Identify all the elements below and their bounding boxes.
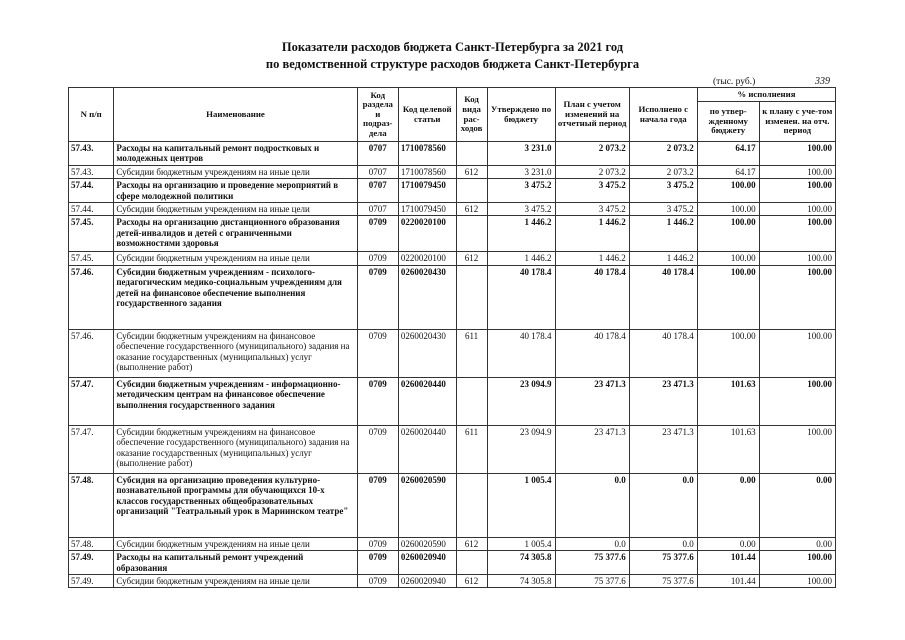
cell-plan: 0.0 xyxy=(555,473,629,537)
cell-target-code: 0220020100 xyxy=(398,252,456,265)
table-body xyxy=(69,142,836,588)
cell-pct-approved: 100.00 xyxy=(697,265,759,329)
cell-section-code: 0707 xyxy=(357,203,398,216)
cell-num: 57.43. xyxy=(69,142,114,166)
cell-pct-approved: 64.17 xyxy=(697,142,759,166)
cell-pct-plan: 100.00 xyxy=(759,216,835,252)
cell-pct-approved: 101.63 xyxy=(697,377,759,425)
table-row xyxy=(69,203,836,216)
cell-executed: 3 475.2 xyxy=(629,203,697,216)
cell-approved: 23 094.9 xyxy=(487,425,555,473)
table-row xyxy=(69,265,836,329)
table-row xyxy=(69,329,836,377)
cell-plan: 1 446.2 xyxy=(555,216,629,252)
cell-approved: 40 178.4 xyxy=(487,265,555,329)
cell-pct-approved: 101.44 xyxy=(697,551,759,575)
cell-section-code: 0709 xyxy=(357,425,398,473)
cell-pct-plan: 100.00 xyxy=(759,203,835,216)
page-number: 339 xyxy=(815,76,830,87)
cell-section-code: 0709 xyxy=(357,537,398,550)
cell-plan: 2 073.2 xyxy=(555,165,629,178)
cell-num: 57.47. xyxy=(69,425,114,473)
cell-kind-code: 612 xyxy=(456,165,487,178)
cell-kind-code: 612 xyxy=(456,537,487,550)
cell-section-code: 0709 xyxy=(357,473,398,537)
table-row xyxy=(69,537,836,550)
cell-num: 57.49. xyxy=(69,551,114,575)
table-row xyxy=(69,575,836,588)
cell-pct-plan: 100.00 xyxy=(759,165,835,178)
cell-name: Расходы на организацию и проведение мероприятий в сфере молодежной политики xyxy=(114,179,357,203)
cell-section-code: 0709 xyxy=(357,575,398,588)
cell-pct-plan: 0.00 xyxy=(759,537,835,550)
cell-executed: 40 178.4 xyxy=(629,329,697,377)
cell-name: Субсидии бюджетным учреждениям на иные цели xyxy=(114,575,357,588)
cell-target-code: 0260020430 xyxy=(398,329,456,377)
cell-target-code: 1710078560 xyxy=(398,165,456,178)
cell-executed: 3 475.2 xyxy=(629,179,697,203)
cell-target-code: 0260020940 xyxy=(398,575,456,588)
cell-pct-approved: 101.44 xyxy=(697,575,759,588)
cell-num: 57.44. xyxy=(69,203,114,216)
cell-pct-approved: 100.00 xyxy=(697,203,759,216)
header-kind-code: Код вида рас-ходов xyxy=(456,88,487,142)
cell-section-code: 0707 xyxy=(357,165,398,178)
cell-executed: 0.0 xyxy=(629,473,697,537)
cell-pct-plan: 100.00 xyxy=(759,551,835,575)
header-pct-approved: по утвер-жденному бюджету xyxy=(697,102,759,142)
cell-section-code: 0707 xyxy=(357,179,398,203)
header-target-code: Код целевой статьи xyxy=(398,88,456,142)
cell-executed: 23 471.3 xyxy=(629,425,697,473)
cell-pct-plan: 100.00 xyxy=(759,377,835,425)
cell-target-code: 0260020440 xyxy=(398,425,456,473)
cell-executed: 23 471.3 xyxy=(629,377,697,425)
cell-kind-code xyxy=(456,216,487,252)
cell-kind-code: 611 xyxy=(456,329,487,377)
cell-executed: 1 446.2 xyxy=(629,216,697,252)
cell-kind-code: 612 xyxy=(456,252,487,265)
cell-approved: 74 305.8 xyxy=(487,551,555,575)
cell-plan: 3 475.2 xyxy=(555,179,629,203)
cell-num: 57.43. xyxy=(69,165,114,178)
cell-plan: 1 446.2 xyxy=(555,252,629,265)
cell-section-code: 0707 xyxy=(357,142,398,166)
cell-num: 57.48. xyxy=(69,537,114,550)
cell-num: 57.45. xyxy=(69,216,114,252)
cell-pct-approved: 0.00 xyxy=(697,473,759,537)
cell-section-code: 0709 xyxy=(357,377,398,425)
cell-target-code: 1710079450 xyxy=(398,179,456,203)
cell-kind-code xyxy=(456,142,487,166)
cell-num: 57.44. xyxy=(69,179,114,203)
cell-section-code: 0709 xyxy=(357,265,398,329)
cell-target-code: 0260020940 xyxy=(398,551,456,575)
cell-kind-code: 611 xyxy=(456,425,487,473)
header-executed: Исполнено с начала года xyxy=(629,88,697,142)
page-title: Показатели расходов бюджета Санкт-Петербурга за 2021 год xyxy=(281,40,624,54)
cell-name: Расходы на капитальный ремонт подростковых и молодежных центров xyxy=(114,142,357,166)
header-approved: Утверждено по бюджету xyxy=(487,88,555,142)
table-row xyxy=(69,179,836,203)
cell-pct-plan: 100.00 xyxy=(759,265,835,329)
budget-table xyxy=(68,87,836,588)
cell-approved: 23 094.9 xyxy=(487,377,555,425)
cell-pct-approved: 64.17 xyxy=(697,165,759,178)
cell-name: Субсидии бюджетным учреждениям на иные цели xyxy=(114,537,357,550)
cell-approved: 1 446.2 xyxy=(487,216,555,252)
cell-executed: 1 446.2 xyxy=(629,252,697,265)
cell-target-code: 0260020590 xyxy=(398,473,456,537)
cell-target-code: 1710079450 xyxy=(398,203,456,216)
cell-executed: 40 178.4 xyxy=(629,265,697,329)
cell-kind-code xyxy=(456,265,487,329)
cell-approved: 40 178.4 xyxy=(487,329,555,377)
cell-approved: 1 005.4 xyxy=(487,537,555,550)
cell-section-code: 0709 xyxy=(357,252,398,265)
cell-pct-plan: 0.00 xyxy=(759,473,835,537)
cell-target-code: 0260020590 xyxy=(398,537,456,550)
cell-num: 57.46. xyxy=(69,265,114,329)
cell-name: Субсидия на организацию проведения культурно-познавательной программы для обучающихся 10-х классов государственных общеобразовательных организаций "Театральный урок в Мариинском театре" xyxy=(114,473,357,537)
cell-kind-code: 612 xyxy=(456,575,487,588)
cell-approved: 3 475.2 xyxy=(487,179,555,203)
cell-name: Расходы на организацию дистанционного образования детей-инвалидов и детей с ограниченными возможностями здоровья xyxy=(114,216,357,252)
table-row xyxy=(69,252,836,265)
cell-name: Субсидии бюджетным учреждениям на иные цели xyxy=(114,203,357,216)
cell-approved: 3 231.0 xyxy=(487,165,555,178)
table-row xyxy=(69,425,836,473)
table-row xyxy=(69,551,836,575)
header-pct-plan: к плану с уче-том изменен. на отч. период xyxy=(759,102,835,142)
cell-approved: 3 475.2 xyxy=(487,203,555,216)
cell-approved: 74 305.8 xyxy=(487,575,555,588)
cell-plan: 0.0 xyxy=(555,537,629,550)
cell-plan: 2 073.2 xyxy=(555,142,629,166)
cell-executed: 75 377.6 xyxy=(629,575,697,588)
cell-section-code: 0709 xyxy=(357,329,398,377)
units-label: (тыс. руб.) xyxy=(713,77,756,87)
cell-plan: 75 377.6 xyxy=(555,551,629,575)
cell-name: Субсидии бюджетным учреждениям на иные цели xyxy=(114,252,357,265)
cell-name: Расходы на капитальный ремонт учреждений образования xyxy=(114,551,357,575)
header-plan: План с учетом изменений на отчетный период xyxy=(555,88,629,142)
header-section-code: Код раздела и подраз-дела xyxy=(357,88,398,142)
cell-pct-approved: 100.00 xyxy=(697,252,759,265)
cell-name: Субсидии бюджетным учреждениям на иные цели xyxy=(114,165,357,178)
cell-pct-approved: 100.00 xyxy=(697,329,759,377)
cell-name: Субсидии бюджетным учреждениям - информационно-методическим центрам на финансовое обеспечение выполнения государственного задания xyxy=(114,377,357,425)
cell-pct-approved: 100.00 xyxy=(697,216,759,252)
cell-pct-plan: 100.00 xyxy=(759,252,835,265)
cell-approved: 3 231.0 xyxy=(487,142,555,166)
cell-approved: 1 005.4 xyxy=(487,473,555,537)
cell-executed: 75 377.6 xyxy=(629,551,697,575)
cell-name: Субсидии бюджетным учреждениям на финансовое обеспечение государственного (муниципального) задания на оказание государственных (муниципальных) услуг (выполнение работ) xyxy=(114,425,357,473)
cell-kind-code xyxy=(456,473,487,537)
cell-kind-code xyxy=(456,551,487,575)
table-row xyxy=(69,142,836,166)
cell-pct-approved: 100.00 xyxy=(697,179,759,203)
cell-name: Субсидии бюджетным учреждениям - психолого-педагогическим медико-социальным учреждениям для детей на финансовое обеспечение выполнения государственного задания xyxy=(114,265,357,329)
cell-num: 57.45. xyxy=(69,252,114,265)
header-pct-group: % исполнения xyxy=(697,88,835,102)
cell-plan: 23 471.3 xyxy=(555,425,629,473)
cell-target-code: 1710078560 xyxy=(398,142,456,166)
cell-kind-code xyxy=(456,377,487,425)
cell-target-code: 0260020430 xyxy=(398,265,456,329)
table-row xyxy=(69,377,836,425)
cell-plan: 75 377.6 xyxy=(555,575,629,588)
cell-pct-plan: 100.00 xyxy=(759,425,835,473)
cell-num: 57.48. xyxy=(69,473,114,537)
cell-pct-plan: 100.00 xyxy=(759,142,835,166)
page-subtitle: по ведомственной структуре расходов бюджета Санкт-Петербурга xyxy=(265,57,640,71)
cell-plan: 40 178.4 xyxy=(555,329,629,377)
cell-pct-plan: 100.00 xyxy=(759,179,835,203)
cell-section-code: 0709 xyxy=(357,551,398,575)
table-row xyxy=(69,216,836,252)
cell-kind-code xyxy=(456,179,487,203)
cell-pct-plan: 100.00 xyxy=(759,329,835,377)
header-num: N п/п xyxy=(69,88,114,142)
cell-num: 57.47. xyxy=(69,377,114,425)
cell-pct-approved: 0.00 xyxy=(697,537,759,550)
cell-pct-plan: 100.00 xyxy=(759,575,835,588)
header-name: Наименование xyxy=(114,88,357,142)
cell-pct-approved: 101.63 xyxy=(697,425,759,473)
cell-executed: 2 073.2 xyxy=(629,142,697,166)
cell-num: 57.46. xyxy=(69,329,114,377)
cell-section-code: 0709 xyxy=(357,216,398,252)
cell-executed: 2 073.2 xyxy=(629,165,697,178)
cell-target-code: 0220020100 xyxy=(398,216,456,252)
cell-approved: 1 446.2 xyxy=(487,252,555,265)
cell-name: Субсидии бюджетным учреждениям на финансовое обеспечение государственного (муниципального) задания на оказание государственных (муниципальных) услуг (выполнение работ) xyxy=(114,329,357,377)
cell-executed: 0.0 xyxy=(629,537,697,550)
cell-num: 57.49. xyxy=(69,575,114,588)
table-row xyxy=(69,473,836,537)
cell-plan: 40 178.4 xyxy=(555,265,629,329)
cell-kind-code: 612 xyxy=(456,203,487,216)
table-row xyxy=(69,165,836,178)
cell-target-code: 0260020440 xyxy=(398,377,456,425)
cell-plan: 3 475.2 xyxy=(555,203,629,216)
cell-plan: 23 471.3 xyxy=(555,377,629,425)
